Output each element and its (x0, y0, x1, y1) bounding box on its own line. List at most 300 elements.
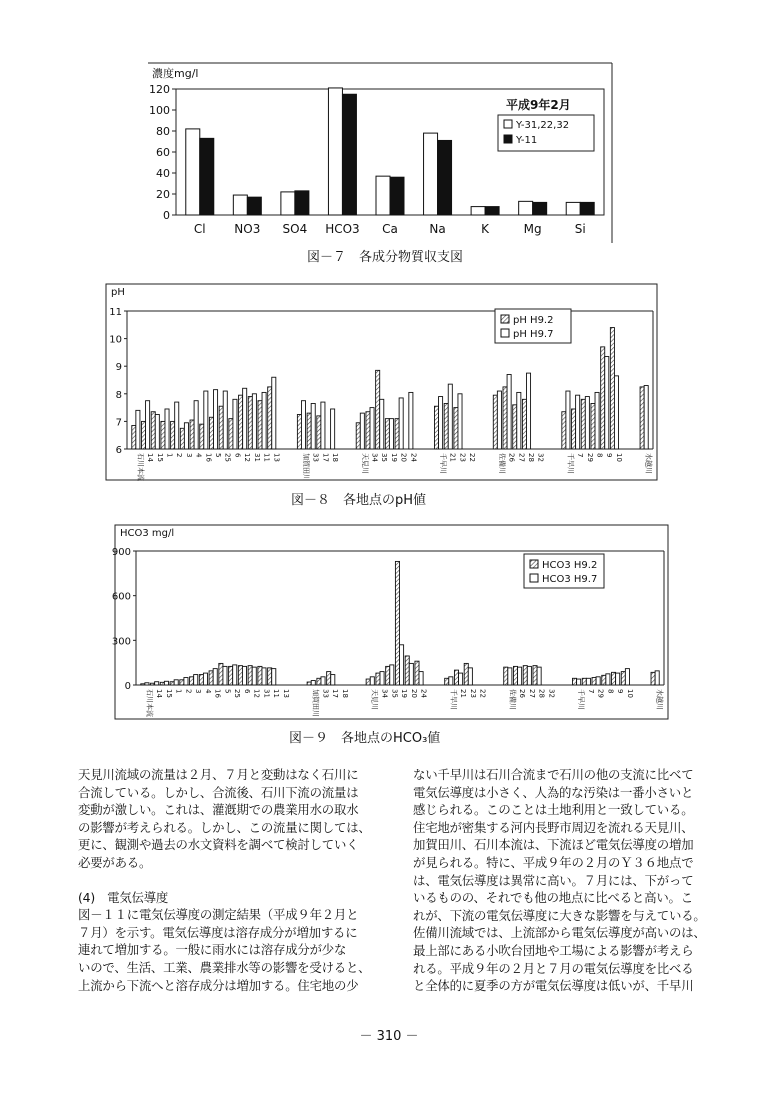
bar-y31-22-32 (471, 207, 485, 215)
x-tick-label: 16 (213, 689, 222, 698)
text-line: ない千早川は石川合流まで石川の他の支流に比べて (413, 767, 694, 782)
x-tick-label: 24 (409, 453, 418, 462)
bar-series-1 (395, 561, 399, 685)
bar-series-2 (252, 394, 256, 449)
bar-series-2 (164, 681, 168, 685)
page-number: － 310 － (359, 1029, 419, 1044)
bar-series-2 (331, 409, 335, 449)
x-tick-label: Si (574, 222, 586, 236)
bar-series-1 (454, 408, 458, 449)
bar-series-2 (145, 683, 149, 685)
bar-series-2 (644, 386, 648, 449)
bar-y11 (533, 202, 547, 215)
x-tick-label: 18 (340, 689, 349, 698)
bar-series-1 (209, 671, 213, 685)
x-tick-label: 29 (585, 453, 594, 462)
bar-series-1 (621, 672, 625, 685)
x-tick-label: 26 (518, 689, 527, 698)
x-tick-label: 19 (389, 453, 398, 462)
ph-bar-chart-svg (105, 283, 660, 483)
text-line: の影響が考えられる。しかし、この流量に関しては、 (78, 819, 371, 835)
bar-series-2 (174, 680, 178, 685)
bar-series-2 (537, 667, 541, 685)
bar-series-2 (213, 669, 217, 685)
bar-series-1 (238, 666, 242, 685)
x-tick-label: 24 (419, 689, 428, 698)
bar-series-1 (513, 666, 517, 685)
bar-series-2 (605, 357, 609, 449)
x-tick-label: 33 (311, 453, 320, 462)
y-tick-label: 100 (149, 104, 170, 117)
x-tick-label: 29 (596, 689, 605, 698)
bar-series-1 (395, 419, 399, 449)
bar-series-1 (327, 672, 331, 685)
bar-series-1 (268, 387, 272, 449)
y-tick-label: 80 (156, 125, 170, 138)
y-tick-label: 8 (115, 389, 122, 401)
bar-series-1 (513, 405, 517, 449)
bar-series-2 (262, 392, 266, 449)
bar-series-1 (581, 399, 585, 449)
text-line: 上流から下流へと溶存成分は増加する。住宅地の少 (78, 977, 359, 993)
x-tick-label: 10 (625, 689, 634, 698)
bar-series-2 (155, 415, 159, 450)
bar-series-1 (415, 661, 419, 685)
x-tick-label: 22 (468, 453, 477, 462)
x-tick-label: 15 (164, 689, 173, 698)
bar-series-1 (601, 347, 605, 449)
bar-series-1 (190, 677, 194, 685)
bar-series-1 (141, 421, 145, 449)
x-tick-label: 1 (165, 453, 174, 458)
bar-y31-22-32 (376, 176, 390, 215)
bar-series-1 (445, 678, 449, 685)
bar-series-1 (454, 670, 458, 685)
x-tick-label: 14 (146, 453, 155, 462)
bar-series-2 (389, 419, 393, 449)
text-line: は、電気伝導度は異常に高い。７月には、下がって (413, 872, 694, 888)
bar-series-1 (239, 395, 243, 449)
text-line: いるものの、それでも他の地点に比べると高い。こ (413, 890, 693, 906)
bar-series-1 (268, 668, 272, 685)
bar-series-2 (409, 392, 413, 449)
bar-series-2 (448, 384, 452, 449)
bar-series-2 (399, 398, 403, 449)
x-tick-label: 32 (536, 453, 545, 462)
bar-series-1 (434, 406, 438, 449)
bar-series-1 (602, 675, 606, 685)
legend-label: pH H9.2 (513, 315, 554, 326)
bar-series-1 (610, 328, 614, 449)
y-tick-label: 11 (109, 307, 122, 318)
x-tick-label: 19 (400, 689, 409, 698)
bar-series-1 (386, 666, 390, 685)
x-tick-label: 8 (606, 689, 615, 694)
y-axis-label: pH (111, 287, 125, 298)
bar-series-2 (321, 677, 325, 685)
bar-y11 (485, 207, 499, 215)
bar-y11 (390, 177, 404, 215)
legend-swatch (530, 560, 538, 568)
bar-series-2 (321, 402, 325, 449)
x-tick-label: 27 (517, 453, 526, 462)
bar-series-2 (311, 681, 315, 685)
bar-series-2 (625, 669, 629, 685)
x-tick-label: 天見川 (360, 453, 369, 474)
text-line: れる。平成９年の２月と７月の電気伝導度を比べる (413, 960, 694, 976)
x-tick-label: 加賀田川 (301, 453, 310, 481)
bar-series-1 (464, 663, 468, 685)
x-tick-label: 15 (155, 453, 164, 462)
legend-title: 平成9年2月 (506, 98, 571, 112)
bar-series-1 (297, 415, 301, 450)
x-tick-label: 21 (459, 689, 468, 698)
bar-series-2 (370, 408, 374, 449)
bar-series-2 (272, 377, 276, 449)
x-tick-label: 8 (595, 453, 604, 458)
x-tick-label: 25 (233, 689, 242, 698)
bar-series-2 (370, 677, 374, 685)
figure-8-caption: 図－８ 各地点のpH値 (291, 493, 427, 508)
bar-series-1 (161, 421, 165, 449)
bar-series-2 (517, 392, 521, 449)
bar-series-1 (229, 419, 233, 449)
bar-series-2 (616, 673, 620, 685)
left-text-column (78, 766, 396, 994)
x-tick-label: 16 (204, 453, 213, 462)
text-line: 更に、観測や過去の水文資料を調べて検討していく (78, 837, 359, 853)
bar-series-2 (223, 391, 227, 449)
x-tick-label: 25 (223, 453, 232, 462)
section-heading: (4) 電気伝導度 (78, 889, 169, 905)
bar-series-2 (459, 673, 463, 685)
x-tick-label: 31 (262, 689, 271, 698)
bar-series-1 (572, 678, 576, 685)
bar-series-1 (151, 683, 155, 685)
legend-swatch (504, 135, 512, 143)
bar-series-2 (585, 397, 589, 449)
figure-7-caption: 図－７ 各成分物質収支図 (307, 250, 464, 265)
x-tick-label: 6 (233, 453, 242, 458)
legend-label: Y-11 (516, 135, 538, 146)
x-tick-label: 7 (576, 453, 585, 458)
x-tick-label: 千早川 (439, 453, 448, 474)
component-bar-chart-svg (146, 61, 616, 246)
x-tick-label: 10 (614, 453, 623, 462)
x-tick-label: 水越川 (644, 453, 653, 474)
text-line: 必要がある。 (78, 854, 152, 870)
bar-series-2 (409, 663, 413, 685)
y-tick-label: 10 (109, 334, 122, 346)
text-line: 電気伝導度は小さく、人為的な汚染は一番小さいと (413, 784, 694, 800)
bar-series-1 (640, 387, 644, 449)
y-tick-label: 20 (156, 188, 170, 201)
x-tick-label: Cl (193, 222, 206, 236)
text-line: が見られる。特に、平成９年の２月のＹ３６地点で (413, 854, 694, 870)
x-tick-label: 千早川 (449, 689, 458, 710)
bar-series-2 (272, 669, 276, 685)
x-tick-label: 1 (174, 689, 183, 694)
bar-series-1 (376, 673, 380, 685)
bar-series-2 (596, 677, 600, 685)
figure-7-chart (146, 61, 616, 246)
x-tick-label: HCO3 (325, 222, 360, 236)
bar-series-1 (317, 678, 321, 685)
bar-series-2 (576, 395, 580, 449)
x-tick-label: 34 (380, 689, 389, 698)
bar-series-1 (151, 412, 155, 449)
bar-y31-22-32 (519, 201, 533, 215)
bar-series-1 (219, 663, 223, 685)
bar-series-1 (209, 417, 213, 449)
bar-series-1 (190, 420, 194, 449)
bar-series-2 (380, 672, 384, 685)
y-tick-label: 40 (156, 167, 170, 180)
bar-series-2 (655, 671, 659, 685)
bar-series-1 (592, 678, 596, 685)
y-tick-label: 60 (156, 146, 170, 159)
bar-series-2 (301, 401, 305, 449)
bar-series-1 (258, 401, 262, 449)
text-line: ７月）を示す。電気伝導度は溶存成分が増加するに (78, 924, 358, 940)
bar-series-1 (307, 413, 311, 449)
bar-series-2 (204, 391, 208, 449)
x-tick-label: 千早川 (577, 689, 586, 710)
y-axis-label: HCO3 mg/l (120, 528, 175, 539)
bar-series-1 (132, 426, 136, 449)
bar-series-1 (248, 397, 252, 449)
y-tick-label: 6 (115, 445, 122, 456)
x-tick-label: 5 (223, 689, 232, 694)
bar-series-1 (366, 679, 370, 685)
x-tick-label: 5 (214, 453, 223, 458)
legend-label: HCO3 H9.7 (542, 574, 598, 585)
bar-series-2 (566, 391, 570, 449)
x-tick-label: 35 (380, 453, 389, 462)
bar-series-2 (262, 668, 266, 685)
bar-series-2 (586, 678, 590, 685)
bar-series-2 (380, 399, 384, 449)
bar-series-2 (497, 391, 501, 449)
bar-series-1 (522, 399, 526, 449)
legend-swatch (501, 315, 509, 323)
text-line: 変動が激しい。これは、灌漑期での農業用水の取水 (78, 802, 359, 818)
x-tick-label: 23 (468, 689, 477, 698)
x-tick-label: 28 (537, 689, 546, 698)
x-tick-label: 27 (527, 689, 536, 698)
bar-series-1 (504, 667, 508, 685)
bar-series-1 (444, 403, 448, 449)
bar-series-2 (518, 667, 522, 685)
x-tick-label: 11 (262, 453, 271, 462)
bar-series-2 (194, 675, 198, 685)
x-tick-label: 32 (547, 689, 556, 698)
bar-series-1 (317, 416, 321, 449)
bar-series-2 (468, 668, 472, 685)
bar-series-2 (458, 394, 462, 449)
text-line: 合流している。しかし、合流後、石川下流の流量は (78, 784, 359, 800)
bar-series-1 (199, 675, 203, 685)
x-tick-label: Ca (382, 222, 398, 236)
y-tick-label: 120 (149, 83, 170, 96)
bar-series-1 (562, 412, 566, 449)
bar-y31-22-32 (233, 195, 247, 215)
y-tick-label: 0 (163, 209, 170, 222)
bar-series-1 (651, 672, 655, 685)
x-tick-label: 23 (458, 453, 467, 462)
y-tick-label: 600 (111, 591, 131, 603)
bar-series-1 (219, 406, 223, 449)
x-tick-label: 28 (526, 453, 535, 462)
bar-y11 (295, 191, 309, 215)
bar-series-1 (170, 682, 174, 685)
text-line: 住宅地が密集する河内長野市周辺を流れる天見川、 (413, 819, 694, 835)
legend-label: pH H9.7 (513, 329, 554, 340)
bar-series-2 (136, 410, 140, 449)
bar-series-2 (527, 666, 531, 685)
x-tick-label: 2 (184, 689, 193, 694)
bar-series-2 (233, 665, 237, 685)
bar-series-2 (214, 390, 218, 449)
figure-9-chart (111, 524, 671, 722)
bar-series-2 (419, 672, 423, 685)
legend-label: Y-31,22,32 (516, 120, 570, 131)
bar-series-2 (311, 403, 315, 449)
bar-series-1 (171, 421, 175, 449)
bar-series-2 (184, 423, 188, 449)
bar-series-1 (200, 424, 204, 449)
figure-8-chart (105, 283, 660, 483)
x-tick-label: 14 (155, 689, 164, 698)
x-tick-label: 21 (448, 453, 457, 462)
bar-series-1 (366, 412, 370, 449)
bar-series-2 (252, 667, 256, 685)
x-tick-label: 17 (331, 689, 340, 698)
bar-y11 (247, 197, 261, 215)
right-text-column (413, 766, 733, 995)
x-tick-label: 石川本流 (145, 689, 154, 717)
y-tick-label: 7 (115, 417, 122, 429)
legend-swatch (504, 120, 512, 128)
bar-series-1 (493, 395, 497, 449)
bar-series-2 (606, 674, 610, 685)
bar-y11 (438, 140, 452, 215)
x-tick-label: 13 (281, 689, 290, 698)
y-tick-label: 0 (124, 681, 131, 692)
x-tick-label: Mg (523, 222, 542, 236)
text-line: 最上部にある小吹台団地や工場による影響が考えら (413, 942, 694, 958)
bar-series-2 (507, 374, 511, 449)
y-tick-label: 300 (111, 636, 131, 648)
bar-y11 (200, 138, 214, 215)
bar-series-2 (331, 675, 335, 685)
bar-series-1 (612, 672, 616, 685)
bar-y31-22-32 (566, 202, 580, 215)
bar-series-1 (405, 656, 409, 685)
x-tick-label: SO4 (282, 222, 308, 236)
bar-series-2 (526, 373, 530, 449)
x-tick-label: 12 (243, 453, 252, 462)
bar-series-2 (242, 666, 246, 685)
bar-series-1 (180, 428, 184, 449)
y-tick-label: 9 (115, 362, 122, 374)
x-tick-label: 石川本流 (136, 453, 145, 481)
bar-series-2 (184, 678, 188, 685)
text-line: と全体的に夏季の方が電気伝導度は低いが、千早川 (413, 978, 694, 994)
bar-series-1 (572, 409, 576, 449)
x-tick-label: 3 (194, 689, 203, 694)
x-tick-label: 31 (252, 453, 261, 462)
bar-series-2 (223, 666, 227, 685)
bar-series-1 (591, 403, 595, 449)
figure-9-caption: 図－９ 各地点のHCO₃値 (289, 731, 441, 746)
x-tick-label: 18 (331, 453, 340, 462)
x-tick-label: 12 (252, 689, 261, 698)
x-tick-label: 34 (370, 453, 379, 462)
bar-series-2 (175, 402, 179, 449)
x-tick-label: 9 (616, 689, 625, 694)
bar-series-2 (194, 401, 198, 449)
bar-series-2 (243, 388, 247, 449)
bar-series-2 (577, 679, 581, 685)
bar-series-2 (595, 392, 599, 449)
x-tick-label: 天見川 (370, 689, 379, 710)
bar-series-2 (360, 413, 364, 449)
bar-series-1 (160, 682, 164, 685)
text-line: 連れて増加する。一般に雨水には溶存成分が少な (78, 942, 347, 958)
x-tick-label: 加賀田川 (311, 689, 320, 717)
x-tick-label: 17 (321, 453, 330, 462)
x-tick-label: 4 (203, 689, 212, 694)
legend-swatch (501, 329, 509, 337)
bar-series-2 (390, 665, 394, 685)
chart-frame (106, 284, 657, 480)
x-tick-label: 9 (605, 453, 614, 458)
bar-series-2 (400, 645, 404, 685)
x-tick-label: 佐備川 (508, 689, 517, 710)
x-tick-label: 千早川 (566, 453, 575, 474)
left-paragraph-2 (78, 906, 396, 994)
x-tick-label: 35 (390, 689, 399, 698)
bar-y11 (580, 202, 594, 215)
bar-series-1 (356, 423, 360, 449)
x-tick-label: 22 (478, 689, 487, 698)
x-tick-label: 20 (399, 453, 408, 462)
legend-swatch (530, 574, 538, 582)
x-tick-label: 26 (507, 453, 516, 462)
bar-y31-22-32 (186, 129, 200, 215)
left-paragraph (78, 766, 396, 872)
bar-series-2 (146, 401, 150, 449)
text-line: 図－１１に電気伝導度の測定結果（平成９年２月と (78, 907, 359, 923)
bar-series-1 (141, 684, 145, 685)
hco3-bar-chart-svg (111, 524, 671, 722)
x-tick-label: 13 (272, 453, 281, 462)
x-tick-label: 4 (194, 453, 203, 458)
text-line: 佐備川流域では、上流部から電気伝導度が高いのは、 (413, 925, 706, 941)
bar-series-1 (229, 666, 233, 685)
bar-series-2 (449, 677, 453, 685)
bar-series-2 (155, 682, 159, 685)
bar-series-2 (203, 673, 207, 685)
text-line: 天見川流域の流量は２月、７月と変動はなく石川に (78, 767, 359, 782)
bar-series-2 (165, 409, 169, 449)
legend-label: HCO3 H9.2 (542, 560, 598, 571)
bar-series-1 (523, 666, 527, 685)
text-line: れが、下流の電気伝導度に大きな影響を与えている。 (413, 907, 706, 923)
x-tick-label: NO3 (234, 222, 261, 236)
text-line: 感じられる。このことは土地利用と一致している。 (413, 802, 694, 818)
